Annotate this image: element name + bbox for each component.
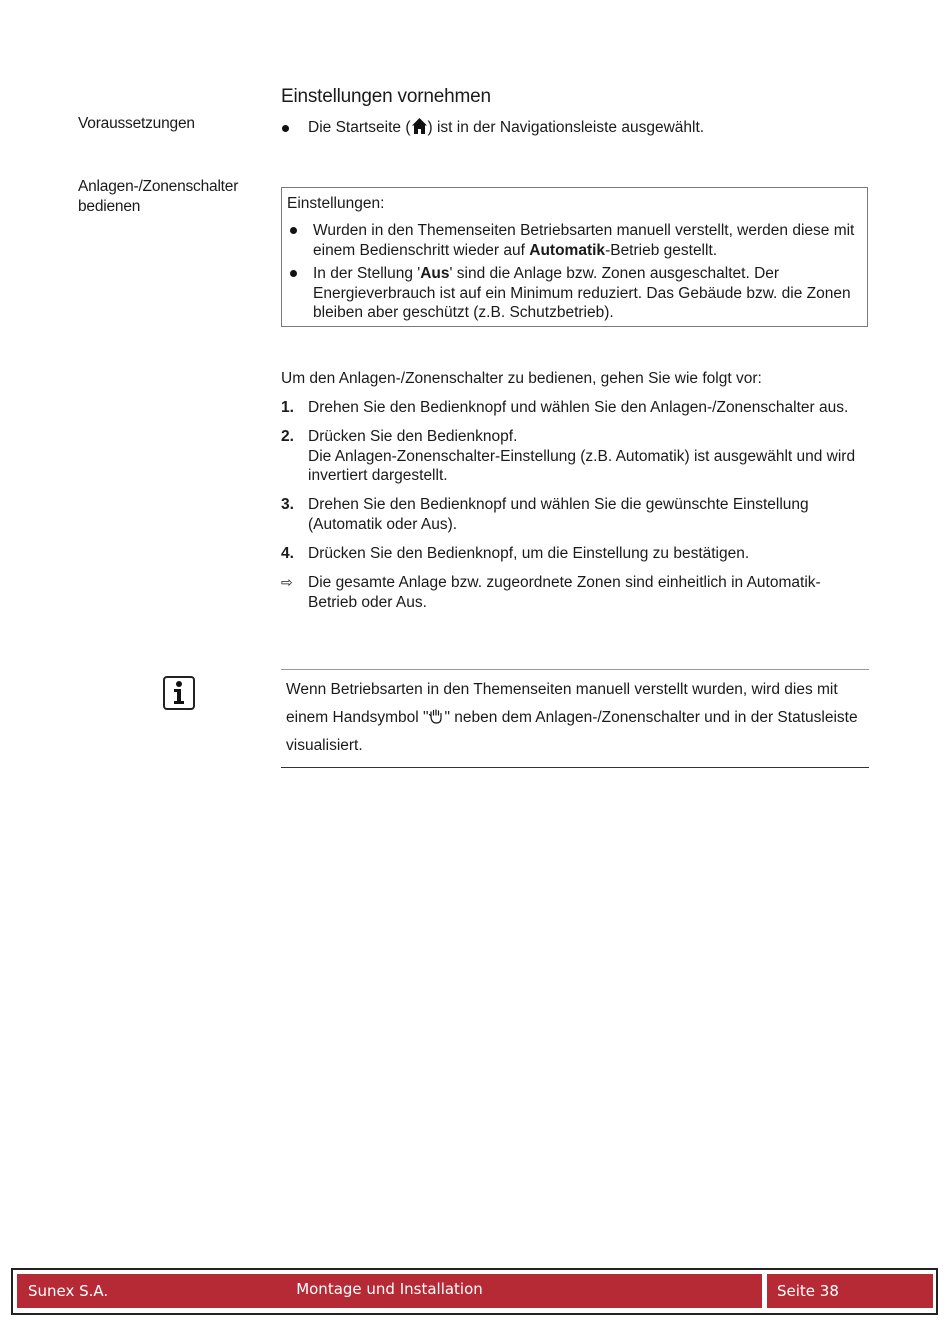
footer-page-number: Seite 38 <box>767 1274 933 1308</box>
result-text: Die gesamte Anlage bzw. zugeordnete Zonen sind einheitlich in Automatik-Betrieb oder Aus. <box>308 574 821 611</box>
prerequisite-text: Die Startseite ( ) ist in der Navigationsleiste ausgewählt. <box>308 119 705 136</box>
footer-doc-title: Montage und Installation <box>296 1280 483 1298</box>
footer-company: Sunex S.A. <box>28 1282 109 1300</box>
result-arrow-icon: ⇨ <box>281 574 293 590</box>
step-number: 1. <box>281 399 294 416</box>
step-text: Drücken Sie den Bedienknopf, um die Einstellung zu bestätigen. <box>308 545 750 562</box>
settings-note-heading: Einstellungen: <box>287 195 385 212</box>
step-number: 2. <box>281 428 294 445</box>
section-label: Anlagen-/Zonenschalter bedienen <box>78 178 239 215</box>
bullet <box>290 227 297 234</box>
step-number: 3. <box>281 496 294 513</box>
step-text: Drehen Sie den Bedienknopf und wählen Sie den Anlagen-/Zonenschalter aus. <box>308 399 849 416</box>
settings-note-box <box>281 187 868 327</box>
bullet <box>290 270 297 277</box>
step-number: 4. <box>281 545 294 562</box>
step-text: Drücken Sie den Bedienknopf. Die Anlagen-Zonenschalter-Einstellung (z.B. Automatik) ist ausgewählt und wird invertiert dargestellt. <box>308 428 856 484</box>
settings-note-item: Wurden in den Themenseiten Betriebsarten manuell verstellt, werden diese mit einem Bedienschritt wieder auf Automatik-Betrieb gestellt. <box>313 222 855 259</box>
home-icon <box>411 117 428 135</box>
instructions-intro: Um den Anlagen-/Zonenschalter zu bedienen, gehen Sie wie folgt vor: <box>281 370 762 387</box>
info-icon <box>163 676 195 710</box>
hand-icon <box>428 706 444 722</box>
page-title: Einstellungen vornehmen <box>281 86 491 107</box>
info-note-text: Wenn Betriebsarten in den Themenseiten manuell verstellt wurden, wird dies mit einem Handsymbol " " neben dem Anlagen-/Zonenschalter und in der Statusleiste visualisiert. <box>286 681 858 754</box>
step-text: Drehen Sie den Bedienknopf und wählen Sie die gewünschte Einstellung (Automatik oder Aus). <box>308 496 809 533</box>
prerequisites-label: Voraussetzungen <box>78 115 195 132</box>
settings-note-item: In der Stellung 'Aus' sind die Anlage bzw. Zonen ausgeschaltet. Der Energieverbrauch ist auf ein Minimum reduziert. Das Gebäude bzw. die Zonen bleiben aber geschützt (z.B. Schutzbetrieb). <box>313 265 851 321</box>
info-note <box>281 669 869 768</box>
